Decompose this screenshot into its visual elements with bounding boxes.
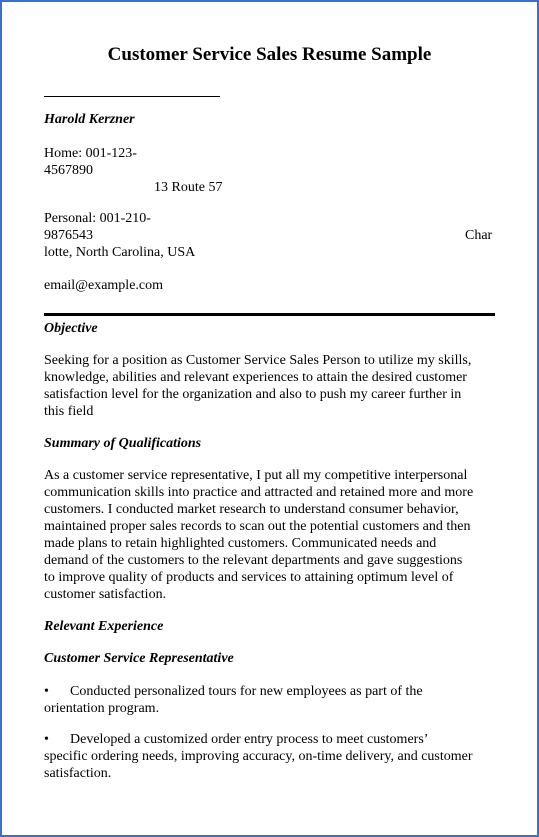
header-divider bbox=[44, 313, 495, 316]
objective-paragraph bbox=[44, 352, 500, 420]
summary-line: customer satisfaction. bbox=[44, 587, 167, 602]
bullet-text: Developed a customized order entry process to meet customers’ bbox=[70, 732, 429, 747]
objective-line: this field bbox=[44, 404, 94, 419]
objective-line: satisfaction level for the organization and also to push my career further in bbox=[44, 387, 462, 402]
objective-line: knowledge, abilities and relevant experiences to attain the desired customer bbox=[44, 370, 467, 385]
summary-paragraph bbox=[44, 467, 500, 603]
summary-line: made plans to retain highlighted customers. Communicated needs and bbox=[44, 536, 437, 551]
bullet-text: Conducted personalized tours for new employees as part of the bbox=[70, 684, 423, 699]
role-title: Customer Service Representative bbox=[44, 651, 234, 666]
address-line: 13 Route 57 bbox=[154, 180, 223, 195]
summary-line: to improve quality of products and services to attaining optimum level of bbox=[44, 570, 454, 585]
city-fragment: Char bbox=[465, 228, 493, 243]
experience-bullet bbox=[44, 731, 500, 782]
summary-line: communication skills into practice and attracted and retained more and more bbox=[44, 485, 474, 500]
home-phone-line2: 4567890 bbox=[44, 163, 93, 178]
summary-line: maintained proper sales records to scan out the potential customers and then bbox=[44, 519, 471, 534]
objective-line: Seeking for a position as Customer Service Sales Person to utilize my skills, bbox=[44, 353, 472, 368]
experience-bullet bbox=[44, 683, 500, 717]
bullet-text: orientation program. bbox=[44, 701, 160, 716]
summary-heading: Summary of Qualifications bbox=[44, 436, 202, 451]
personal-phone-line1: Personal: 001-210- bbox=[44, 211, 151, 226]
home-phone-line1: Home: 001-123- bbox=[44, 146, 137, 161]
document-title: Customer Service Sales Resume Sample bbox=[107, 44, 432, 65]
summary-line: demand of the customers to the relevant departments and gave suggestions bbox=[44, 553, 463, 568]
summary-line: As a customer service representative, I put all my competitive interpersonal bbox=[44, 468, 468, 483]
personal-phone-line2: 9876543 bbox=[44, 228, 93, 243]
email-address: email@example.com bbox=[44, 278, 164, 293]
objective-heading: Objective bbox=[44, 321, 98, 336]
bullet-text: specific ordering needs, improving accuracy, on-time delivery, and customer bbox=[44, 749, 473, 764]
title-divider bbox=[44, 96, 220, 97]
bullet-symbol: • bbox=[44, 684, 49, 699]
candidate-name: Harold Kerzner bbox=[44, 112, 135, 127]
experience-heading: Relevant Experience bbox=[44, 619, 164, 634]
city-line: lotte, North Carolina, USA bbox=[44, 245, 196, 260]
bullet-text: satisfaction. bbox=[44, 766, 112, 781]
summary-line: customers. I conducted market research to understand consumer behavior, bbox=[44, 502, 459, 517]
bullet-symbol: • bbox=[44, 732, 49, 747]
